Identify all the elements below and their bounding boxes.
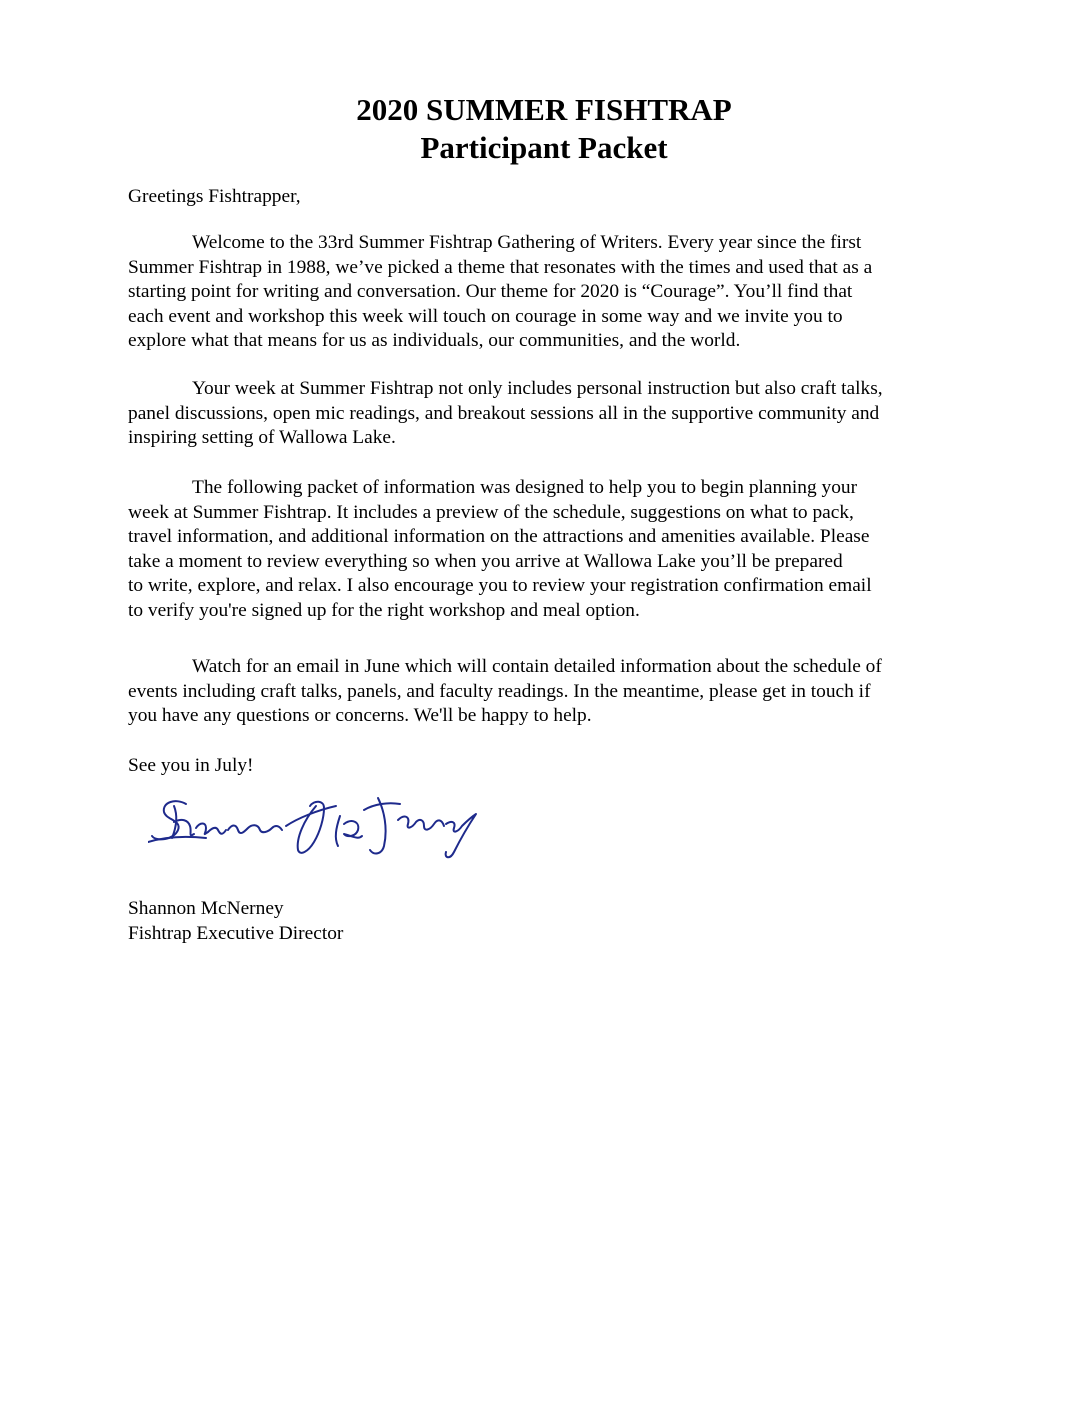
paragraph-welcome: [128, 231, 968, 354]
signer-role: Fishtrap Executive Director: [128, 922, 344, 944]
paragraph-line: to write, explore, and relax. I also encourage you to review your registration confirmation email: [128, 575, 872, 597]
paragraph-line: each event and workshop this week will touch on courage in some way and we invite you to: [128, 305, 843, 327]
paragraph-line: take a moment to review everything so when you arrive at Wallowa Lake you’ll be prepared: [128, 550, 843, 572]
paragraph-line: travel information, and additional information on the attractions and amenities available. Please: [128, 526, 870, 548]
paragraph-line: panel discussions, open mic readings, and breakout sessions all in the supportive community and: [128, 402, 880, 424]
paragraph-line: you have any questions or concerns. We'll be happy to help.: [128, 705, 592, 727]
title-line-1: 2020 SUMMER FISHTRAP: [356, 92, 732, 127]
greeting: Greetings Fishtrapper,: [128, 186, 301, 207]
paragraph-packet: [128, 476, 968, 624]
signature-block: [128, 897, 968, 946]
paragraph-line: inspiring setting of Wallowa Lake.: [128, 427, 396, 449]
paragraph-line: Welcome to the 33rd Summer Fishtrap Gathering of Writers. Every year since the first: [192, 232, 862, 253]
paragraph-line: The following packet of information was designed to help you to begin planning your: [192, 477, 858, 498]
paragraph-line: starting point for writing and conversation. Our theme for 2020 is “Courage”. You’ll find that: [128, 281, 853, 303]
paragraph-line: Watch for an email in June which will contain detailed information about the schedule of: [192, 656, 882, 677]
paragraph-line: explore what that means for us as individuals, our communities, and the world.: [128, 330, 741, 352]
paragraph-week: [128, 377, 968, 451]
signer-name: Shannon McNerney: [128, 898, 284, 919]
paragraph-line: events including craft talks, panels, and faculty readings. In the meantime, please get in touch if: [128, 680, 871, 702]
page-title: [0, 91, 1088, 167]
handwritten-signature: [148, 776, 498, 868]
title-line-2: Participant Packet: [420, 130, 668, 165]
closing: See you in July!: [128, 755, 254, 776]
paragraph-line: Your week at Summer Fishtrap not only includes personal instruction but also craft talks,: [192, 378, 883, 399]
paragraph-email: [128, 655, 968, 729]
paragraph-line: Summer Fishtrap in 1988, we’ve picked a theme that resonates with the times and used that as a: [128, 256, 873, 278]
paragraph-line: week at Summer Fishtrap. It includes a preview of the schedule, suggestions on what to pack,: [128, 501, 854, 523]
paragraph-line: to verify you're signed up for the right workshop and meal option.: [128, 599, 640, 621]
